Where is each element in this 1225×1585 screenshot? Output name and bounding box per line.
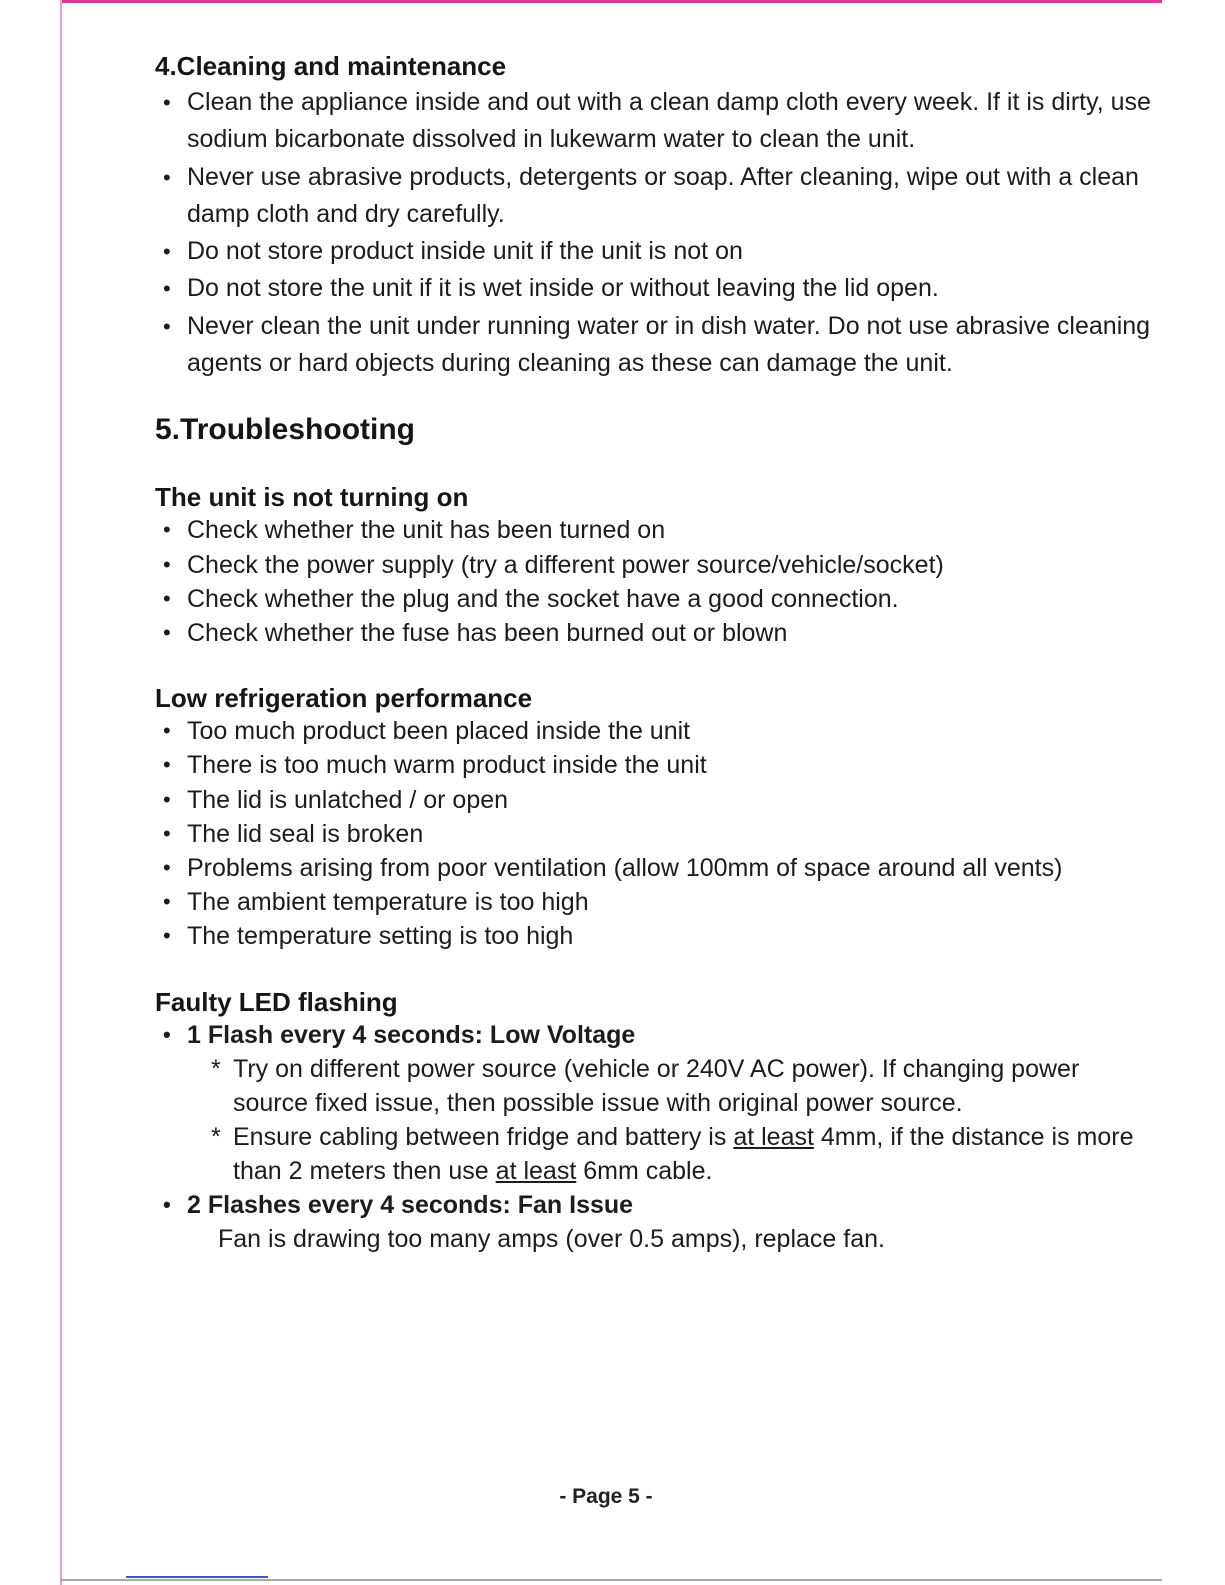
- tip-text: Ensure cabling between fridge and battery is: [233, 1122, 734, 1151]
- low-refrigeration-section: [155, 682, 1155, 953]
- flash-1-tip-1: * Try on different power source (vehicle or 240V AC power). If changing power source fixed issue, then possible issue with original power source.: [155, 1052, 1155, 1120]
- not-turning-on-heading: The unit is not turning on: [155, 482, 469, 513]
- list-item: • Clean the appliance inside and out with a clean damp cloth every week. If it is dirty, use sodium bicarbonate dissolved in lukewarm water to clean the unit.: [155, 84, 1155, 159]
- flash-1-tip-2: [155, 1120, 1155, 1188]
- page-frame-top: [61, 0, 1162, 3]
- list-item: • Check whether the plug and the socket have a good connection.: [155, 582, 1155, 616]
- link-underline: [126, 1576, 268, 1578]
- cleaning-section: [155, 50, 1155, 382]
- troubleshooting-heading: 5.Troubleshooting: [155, 413, 415, 447]
- list-item: • Problems arising from poor ventilation (allow 100mm of space around all vents): [155, 851, 1067, 885]
- flash-2-label: • 2 Flashes every 4 seconds: Fan Issue: [155, 1188, 1155, 1222]
- cleaning-list: [155, 84, 1155, 382]
- faulty-led-section: [155, 986, 1155, 1256]
- underlined-text: at least: [733, 1122, 814, 1151]
- list-item: • The lid is unlatched / or open: [155, 783, 1155, 817]
- page-content: [155, 50, 1155, 1256]
- low-refrigeration-list: [155, 714, 1155, 953]
- list-item: • Check whether the unit has been turned on: [155, 513, 1155, 547]
- page-number: - Page 5 -: [559, 1485, 653, 1508]
- list-item: • The lid seal is broken: [155, 817, 1155, 851]
- list-item: • Do not store the unit if it is wet inside or without leaving the lid open.: [155, 270, 1155, 307]
- cleaning-heading: 4.Cleaning and maintenance: [155, 51, 507, 81]
- not-turning-on-section: [155, 481, 1155, 650]
- low-refrigeration-heading: Low refrigeration performance: [155, 683, 533, 714]
- page-frame-bottom: [60, 1579, 1162, 1581]
- tip-text: 4mm, if the distance is more than 2 meters then use: [233, 1122, 1134, 1185]
- list-item: • Never clean the unit under running water or in dish water. Do not use abrasive cleaning agents or hard objects during cleaning as these can damage the unit.: [155, 308, 1155, 383]
- page-frame-left: [60, 0, 62, 1585]
- list-item: • Too much product been placed inside the unit: [155, 714, 1155, 748]
- list-item: • The temperature setting is too high: [155, 919, 1155, 953]
- list-item: • Never use abrasive products, detergents or soap. After cleaning, wipe out with a clean damp cloth and dry carefully.: [155, 159, 1155, 234]
- flash-1-label: • 1 Flash every 4 seconds: Low Voltage: [155, 1018, 1155, 1052]
- list-item: • There is too much warm product inside the unit: [155, 748, 1155, 782]
- underlined-text: at least: [495, 1156, 577, 1185]
- list-item: • The ambient temperature is too high: [155, 885, 1155, 919]
- faulty-led-heading: Faulty LED flashing: [155, 986, 398, 1017]
- tip-text: 6mm cable.: [576, 1156, 713, 1185]
- list-item: • Do not store product inside unit if the unit is not on: [155, 233, 1155, 270]
- list-item: • Check whether the fuse has been burned out or blown: [155, 616, 1155, 650]
- flash-2-text: Fan is drawing too many amps (over 0.5 amps), replace fan.: [218, 1224, 885, 1253]
- not-turning-on-list: [155, 513, 1155, 650]
- list-item: • Check the power supply (try a different power source/vehicle/socket): [155, 548, 1155, 582]
